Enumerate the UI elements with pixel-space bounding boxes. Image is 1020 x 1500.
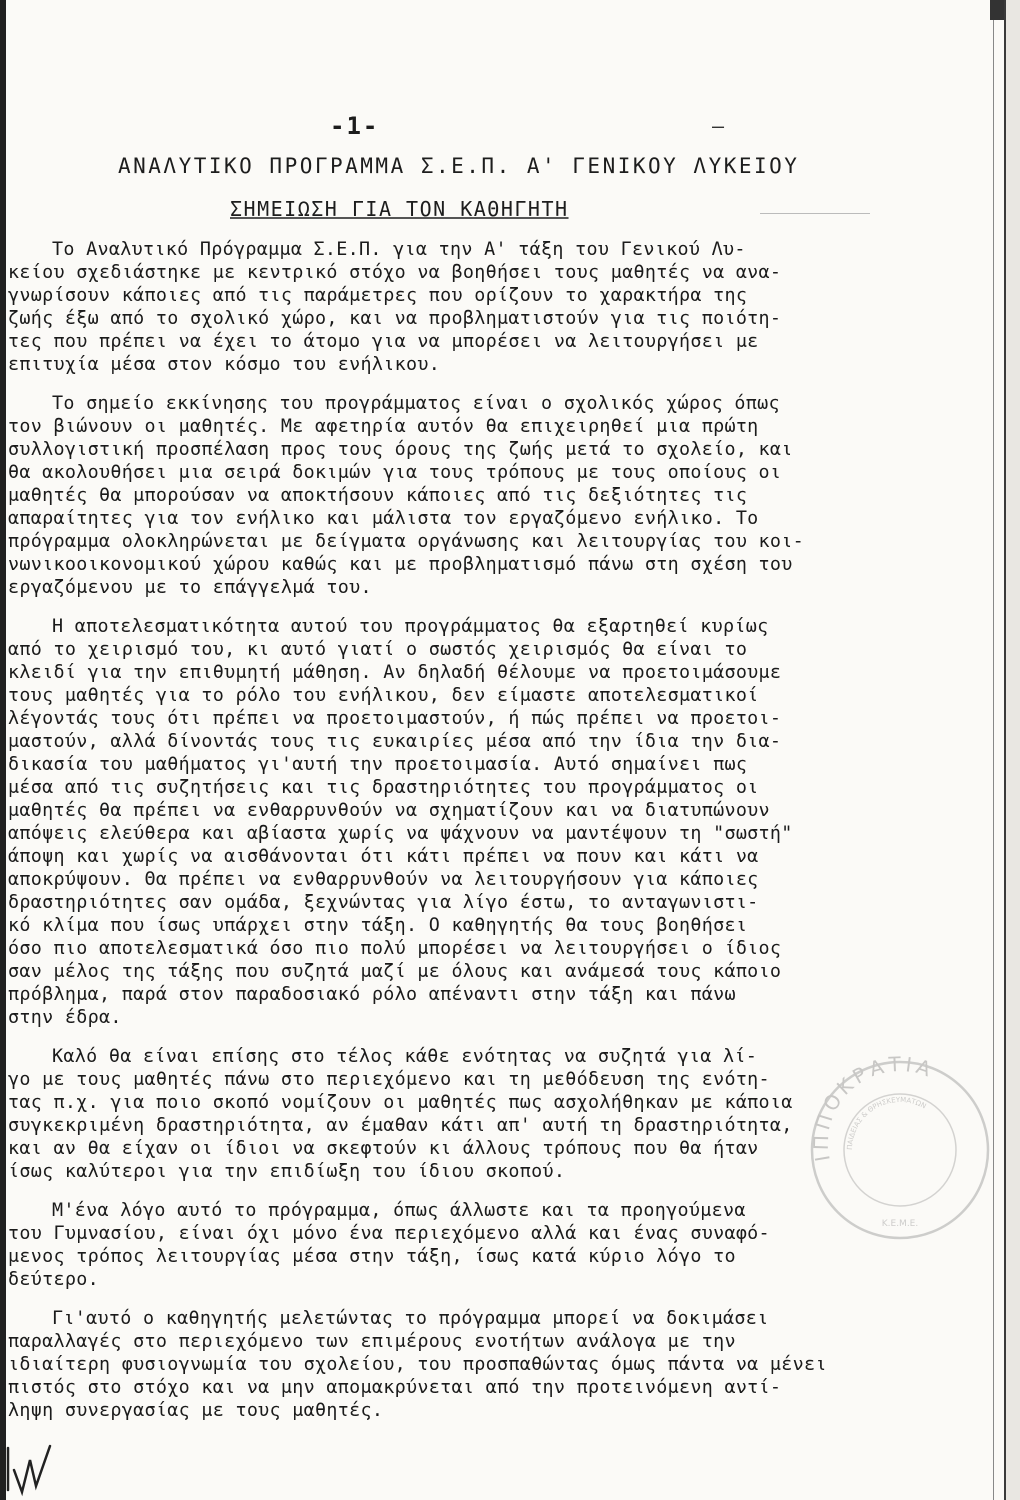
paragraph-line: γο με τους μαθητές πάνω στο περιεχόμενο και τη μεθόδευση της ενότη- — [8, 1069, 770, 1090]
paragraph-line: απαραίτητες για τον ενήλικο και μάλιστα τον εργαζόμενο ενήλικο. Το — [8, 508, 759, 529]
paragraph-line: αποκρύψουν. Θα πρέπει να ενθαρρυνθούν να λειτουργήσουν για κάποιες — [8, 869, 759, 890]
stamp-bottom-text: Κ.Ε.Μ.Ε. — [881, 1219, 919, 1229]
paragraph-line: μαθητές θα πρέπει να ενθαρρυνθούν να σχηματίζουν και να διατυπώνουν — [8, 800, 770, 821]
paragraph-line: απόψεις ελεύθερα και αβίαστα χωρίς να ψάχνουν να μαντέψουν τη "σωστή" — [8, 823, 793, 844]
official-stamp — [790, 1050, 1000, 1250]
paragraph-line: μαθητές θα μπορούσαν να αποκτήσουν κάποιες από τις δεξιότητες τις — [8, 485, 748, 506]
pen-mark: – — [712, 114, 725, 138]
paragraph-line: δικασία του μαθήματος γι'αυτή την προετοιμασία. Αυτό σημαίνει πως — [8, 754, 748, 775]
paragraph-line: μαστούν, αλλά δίνοντάς τους τις ευκαιρίες μέσα από την ίδια την δια- — [8, 731, 782, 752]
paragraph-gap — [0, 376, 935, 392]
paragraph-line: δραστηριότητες σαν ομάδα, ξεχνώντας για λίγο έστω, το ανταγωνιστι- — [8, 892, 759, 913]
paragraph-line: όσο πιο αποτελεσματικά όσο πιο πολύ μπορέσει να λειτουργήσει ο ίδιος — [8, 938, 782, 959]
paragraph-line: δεύτερο. — [8, 1269, 99, 1290]
paragraph-line: στην έδρα. — [8, 1007, 122, 1028]
paragraph-first-line: Γι'αυτό ο καθηγητής μελετώντας το πρόγραμμα μπορεί να δοκιμάσει — [52, 1308, 769, 1329]
paragraph-line: άποψη και χωρίς να αισθάνονται ότι κάτι πρέπει να πουν και κάτι να — [8, 846, 759, 867]
svg-text:ΠΑΙΔΕΙΑΣ & ΘΡΗΣΚΕΥΜΑΤΩΝ — [846, 1096, 928, 1150]
paragraph-line: από το χειρισμό του, κι αυτό γιατί ο σωστός χειρισμός θα είναι το — [8, 639, 748, 660]
paragraph-line: μενος τρόπος λειτουργίας μέσα στην τάξη, ίσως κατά κύριο λόγο το — [8, 1246, 736, 1267]
paragraph-line: πιστός στο στόχο και να μην απομακρύνεται από την προτεινόμενη αντί- — [8, 1377, 782, 1398]
paragraph-first-line: Καλό θα είναι επίσης στο τέλος κάθε ενότητας να συζητά για λί- — [52, 1046, 758, 1067]
paragraph-line: ιδιαίτερη φυσιογνωμία του σχολείου, του προσπαθώντας όμως πάντα να μένει — [8, 1354, 827, 1375]
paragraph-line: επιτυχία μέσα στον κόσμο του ενήλικου. — [8, 354, 441, 375]
paragraph-line: ζωής έξω από το σχολικό χώρο, και να προβληματιστούν για τις ποιότη- — [8, 308, 782, 329]
paragraph-line: γνωρίσουν κάποιες από τις παράμετρες που ορίζουν το χαρακτήρα της — [8, 285, 748, 306]
faint-rule — [760, 213, 870, 214]
paragraph-line: ληψη συνεργασίας με τους μαθητές. — [8, 1400, 384, 1421]
scan-right-fold — [993, 0, 994, 1500]
paragraph-line: εργαζόμενου με το επάγγελμά του. — [8, 577, 372, 598]
paragraph-line: λέγοντάς τους ότι πρέπει να προετοιμαστούν, ή πώς πρέπει να προετοι- — [8, 708, 782, 729]
paragraph-line: μέσα από τις συζητήσεις και τις δραστηριότητες του προγράμματος οι — [8, 777, 759, 798]
paragraph-line: τας π.χ. για ποιο σκοπό νομίζουν οι μαθητές πως ασχολήθηκαν με κάποια — [8, 1092, 793, 1113]
paragraph-line: σαν μέλος της τάξης που συζητά μαζί με όλους και ανάμεσά τους κάποιο — [8, 961, 782, 982]
paragraph-first-line: Το Αναλυτικό Πρόγραμμα Σ.Ε.Π. για την Α' τάξη του Γενικού Λυ- — [52, 239, 746, 260]
stamp-inner-text: ΠΑΙΔΕΙΑΣ & ΘΡΗΣΚΕΥΜΑΤΩΝ — [845, 1095, 928, 1151]
scan-corner-mark — [990, 0, 1004, 20]
paragraph-line: του Γυμνασίου, είναι όχι μόνο ένα περιεχόμενο αλλά και ένας συναφό- — [8, 1223, 770, 1244]
paragraph-first-line: Το σημείο εκκίνησης του προγράμματος είναι ο σχολικός χώρος όπως — [52, 393, 780, 414]
paragraph-line: συλλογιστική προσπέλαση προς τους όρους της ζωής μετά το σχολείο, και — [8, 439, 793, 460]
paragraph-gap — [0, 1029, 935, 1045]
paragraph-line: ίσως καλύτεροι για την επιδίωξη του ίδιου σκοπού. — [8, 1161, 566, 1182]
paragraph-gap — [0, 599, 935, 615]
paragraph-first-line: Μ'ένα λόγο αυτό το πρόγραμμα, όπως άλλωστε και τα προηγούμενα — [52, 1200, 746, 1221]
handwritten-initial — [0, 1440, 70, 1500]
paragraph-line: τους μαθητές για το ρόλο του ενήλικου, δεν είμαστε αποτελεσματικοί — [8, 685, 759, 706]
paragraph-line: τες που πρέπει να έχει το άτομο για να μπορέσει να λειτουργήσει με — [8, 331, 759, 352]
document-subtitle: ΣΗΜΕΙΩΣΗ ΓΙΑ ΤΟΝ ΚΑΘΗΓΗΤΗ — [230, 197, 569, 221]
stamp-outer-text: ΙΠΠΟΚΡΑΤΙΑ — [808, 1051, 938, 1164]
paragraph-first-line: Η αποτελεσματικότητα αυτού του προγράμματος θα εξαρτηθεί κυρίως — [52, 616, 769, 637]
paragraph-line: πρόβλημα, παρά στον παραδοσιακό ρόλο απέναντι στην τάξη και πάνω — [8, 984, 736, 1005]
document-title: ΑΝΑΛΥΤΙΚΟ ΠΡΟΓΡΑΜΜΑ Σ.Ε.Π. Α' ΓΕΝΙΚΟΥ ΛΥΚΕΙΟΥ — [118, 154, 800, 178]
paragraph-line: κό κλίμα που ίσως υπάρχει στην τάξη. Ο καθηγητής θα τους βοηθήσει — [8, 915, 748, 936]
paragraph-line: παραλλαγές στο περιεχόμενο των επιμέρους ενοτήτων ανάλογα με την — [8, 1331, 736, 1352]
paragraph-line: συγκεκριμένη δραστηριότητα, αν έμαθαν κάτι απ' αυτή τη δραστηριότητα, — [8, 1115, 793, 1136]
paragraph-line: κλειδί για την επιθυμητή μάθηση. Αν δηλαδή θέλουμε να προετοιμάσουμε — [8, 662, 782, 683]
paragraph-line: κείου σχεδιάστηκε με κεντρικό στόχο να βοηθήσει τους μαθητές να ανα- — [8, 262, 782, 283]
paragraph-line: και αν θα είχαν οι ίδιοι να σκεφτούν κι άλλους τρόπους που θα ήταν — [8, 1138, 759, 1159]
page-number: -1- — [330, 112, 380, 140]
paragraph-gap — [0, 1291, 935, 1307]
paragraph-line: πρόγραμμα ολοκληρώνεται με δείγματα οργάνωσης και λειτουργίας του κοι- — [8, 531, 805, 552]
paragraph-line: νωνικοοικονομικού χώρου καθώς και με προβληματισμό πάνω στη σχέση του — [8, 554, 793, 575]
paragraph-line: τον βιώνουν οι μαθητές. Με αφετηρία αυτόν θα επιχειρηθεί μια πρώτη — [8, 416, 759, 437]
paragraph-line: θα ακολουθήσει μια σειρά δοκιμών για τους τρόπους με τους οποίους οι — [8, 462, 782, 483]
